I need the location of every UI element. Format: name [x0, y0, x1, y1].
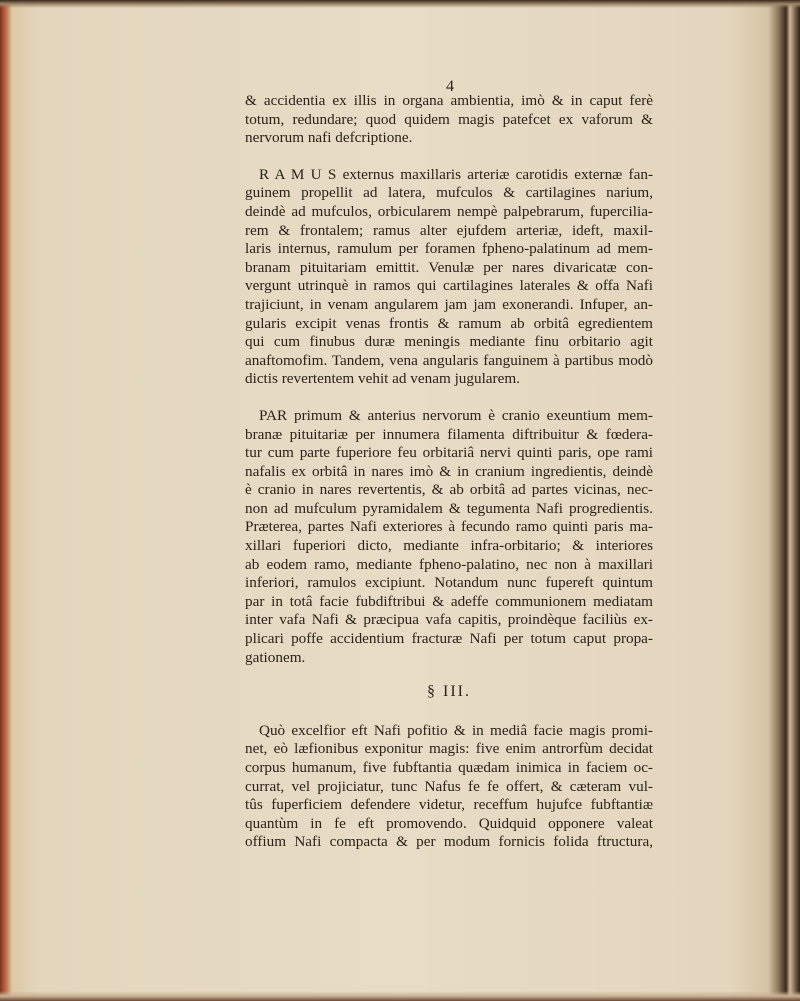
- text-line: PAR primum & anterius nervorum è cranio exeuntium mem-: [259, 406, 653, 424]
- text-line: inferiori, ramulos excipiunt. Notandum nunc fupereft quintum: [245, 574, 653, 592]
- text-line: tur cum parte fuperiore feu orbitariâ nervi quinti paris, ope rami: [245, 444, 653, 462]
- text-line: inter vafa Nafi & præcipua vafa capitis, proindèque faciliùs ex-: [245, 611, 653, 629]
- text-line: vergunt utrinquè in ramos qui cartilagines laterales & offa Nafi: [245, 277, 653, 295]
- text-line: corpus humanum, five fubftantia quædam inimica in faciem oc-: [245, 759, 653, 776]
- page-bottom-edge: [0, 991, 800, 1001]
- text-line: dictis revertentem vehit ad venam jugularem.: [245, 370, 520, 388]
- text-line: net, eò læfionibus exponitur magis: five enim antrorfùm decidat: [245, 740, 653, 758]
- text-line: non ad mufculum pyramidalem & tegumenta Nafi progredientis.: [245, 499, 653, 517]
- text-line: tûs fuperficiem defendere videtur, receffum hujufce fubftantiæ: [245, 796, 653, 814]
- text-line: Quò excelfior eft Nafi pofitio & in mediâ facie magis promi-: [259, 721, 653, 739]
- text-line: gularis excipit venas frontis & ramum ab orbitâ egredientem: [245, 314, 653, 332]
- text-line: laris internus, ramulum per foramen fpheno-palatinum ad mem-: [245, 240, 653, 258]
- text-line: anaftomofim. Tandem, vena angularis fanguinem à partibus modò: [245, 351, 653, 369]
- text-line: rem & frontalem; ramus alter ejufdem arteriæ, ideft, maxil-: [245, 221, 653, 239]
- text-line: & accidentia ex illis in organa ambientia, imò & in caput ferè: [245, 92, 653, 109]
- page-body: [245, 92, 653, 852]
- text-line: gationem.: [245, 648, 306, 666]
- page-top-edge: [0, 0, 800, 8]
- text-line: nervorum nafi defcriptione.: [245, 129, 413, 147]
- paragraph-gap: [245, 148, 653, 166]
- paragraph-2: [245, 166, 653, 389]
- text-line: nafalis ex orbitâ in nares imò & in cranium ingredientis, deindè: [245, 462, 653, 480]
- text-line: currat, vel projiciatur, tunc Nafus fe fe offert, & cæteram vul-: [245, 777, 653, 795]
- text-line: plicari poffe accidentium fracturæ Nafi per totum caput propa-: [245, 630, 653, 648]
- text-line: ab eodem ramo, mediante fpheno-palatino, nec non à maxillari: [245, 555, 653, 573]
- text-line: branæ pituitariæ per innumera filamenta diftribuitur & fœdera-: [245, 425, 653, 443]
- text-line: qui cum finubus duræ meningis mediante finu orbitario agit: [245, 333, 653, 351]
- paragraph-1: [245, 92, 653, 148]
- paragraph-4: [245, 722, 653, 852]
- text-line: guinem propellit ad latera, mufculos & cartilagines narium,: [245, 184, 653, 202]
- text-line: R A M U S externus maxillaris arteriæ carotidis externæ fan-: [259, 165, 653, 183]
- text-line: xillari fuperiori dicto, mediante infra-orbitario; & interiores: [245, 537, 653, 555]
- text-line: quantùm in fe eft promovendo. Quidquid opponere valeat: [245, 814, 653, 832]
- text-line: trajiciunt, in venam angularem jam jam exonerandi. Infuper, an-: [245, 295, 653, 313]
- text-line: totum, redundare; quod quidem magis patefcet ex vaforum &: [245, 110, 653, 128]
- text-line: Præterea, partes Nafi exteriores à fecundo ramo quinti paris ma-: [245, 518, 653, 536]
- text-line: offium Nafi compacta & per modum fornicis folida ftructura,: [245, 833, 653, 851]
- text-line: deindè ad mufculos, orbicularem nempè palpebrarum, fupercilia-: [245, 202, 653, 220]
- section-heading: § III.: [427, 683, 471, 701]
- text-line: branam pituitariam emittit. Venulæ per nares divaricatæ con-: [245, 258, 653, 276]
- text-line: par in totâ facie fubdiftribui & adeffe communionem mediatam: [245, 592, 653, 610]
- text-line: è cranio in nares revertentis, & ab orbitâ ad partes vicinas, nec-: [245, 481, 653, 499]
- page-number: 4: [446, 78, 454, 95]
- paragraph-3: [245, 407, 653, 667]
- paragraph-gap: [245, 389, 653, 407]
